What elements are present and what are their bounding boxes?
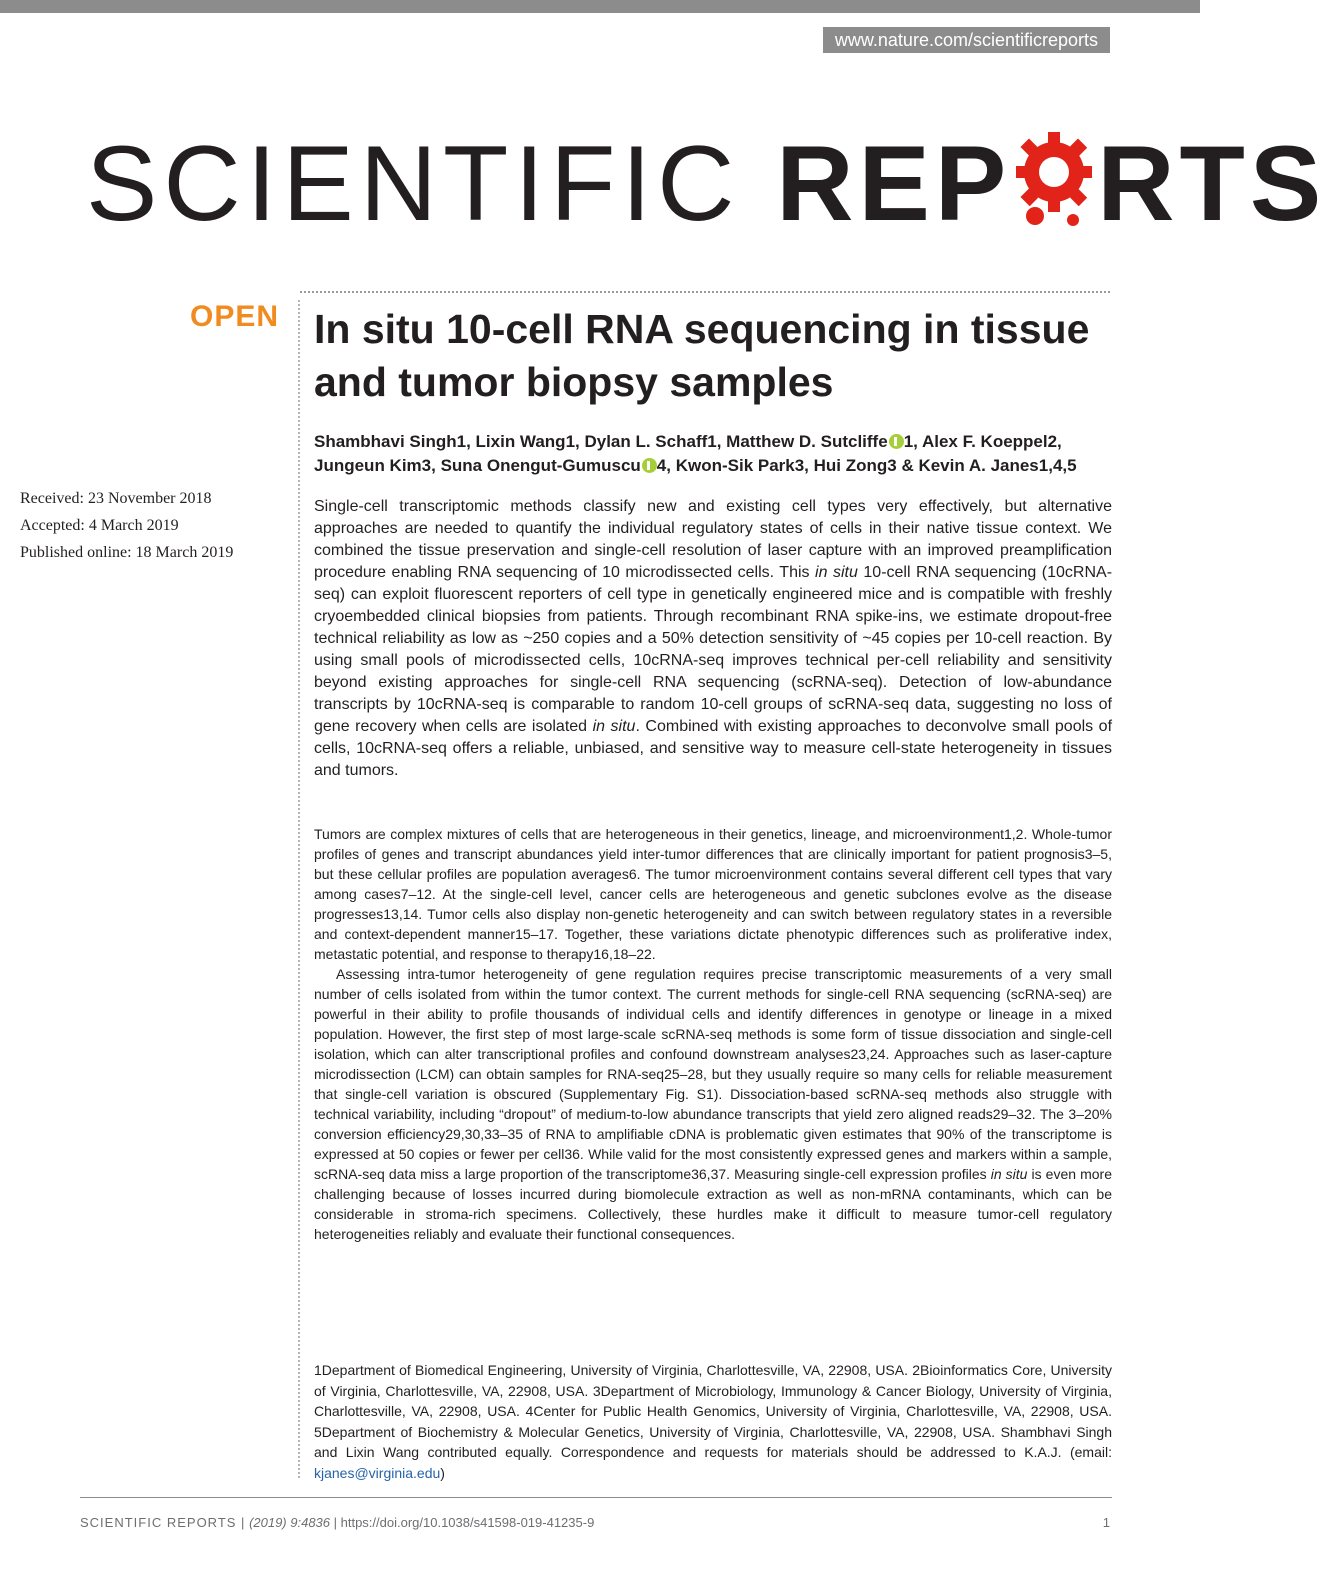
authors-line2b: 4, Kwon-Sik Park3, Hui Zong3 & Kevin A. Janes1,4,5 (656, 456, 1077, 475)
authors-line2: Jungeun Kim3, Suna Onengut-Gumuscu (314, 456, 641, 475)
received-date: Received: 23 November 2018 (20, 490, 212, 507)
body-paragraph (314, 964, 1112, 1244)
authors-line1: Shambhavi Singh1, Lixin Wang1, Dylan L. Schaff1, Matthew D. Sutcliffe (314, 432, 888, 451)
footer-journal: SCIENTIFIC REPORTS | (80, 1515, 246, 1530)
footer-doi[interactable]: | https://doi.org/10.1038/s41598-019-41235-9 (330, 1515, 595, 1530)
abstract-part: . Combined with existing approaches to deconvolve small pools of cells, 10cRNA-seq offers a reliable, unbiased, and sensitive way to measure cell-state heterogeneity in tissues and tumors. (314, 718, 1113, 779)
article-body (314, 824, 1112, 1244)
abstract (314, 496, 1112, 782)
column-rule (298, 300, 300, 1478)
affiliations-text: 1Department of Biomedical Engineering, University of Virginia, Charlottesville, VA, 22908, USA. 2Bioinformatics Core, University of Virginia, Charlottesville, VA, 22908, USA. 3Department of Microbiology, Immunology & Cancer Biology, University of Virginia, Charlottesville, VA, 22908, USA. 4Center for Public Health Genomics, University of Virginia, Charlottesville, VA, 22908, USA. 5Department of Biochemistry & Molecular Genetics, University of Virginia, Charlottesville, VA, 22908, USA. Shambhavi Singh and Lixin Wang contributed equally. Correspondence and requests for materials should be addressed to K.A.J. (email: (314, 1362, 1112, 1460)
orcid-icon[interactable] (889, 434, 904, 449)
body-part: Assessing intra-tumor heterogeneity of gene regulation requires precise transcriptomic measurements of a very small number of cells isolated from within the tumor context. The current methods for single-cell RNA sequencing (scRNA-seq) are powerful in their ability to profile thousands of individual cells and identify differences in genotype or lineage in a mixed population. However, the first step of most large-scale scRNA-seq methods is some form of tissue dissociation and single-cell isolation, which can alter transcriptional profiles and confound downstream analyses23,24. Approaches such as laser-capture microdissection (LCM) can obtain samples for RNA-seq25–28, but they usually require so many cells for reliable measurement that single-cell variation is obscured (Supplementary Fig. S1). Dissociation-based scRNA-seq methods also struggle with technical variability, including “dropout” of medium-to-low abundance transcripts that yield zero aligned reads29–32. The 3–20% conversion efficiency29,30,33–35 of RNA to amplifiable cDNA is problematic given estimates that 90% of the transcriptome is expressed at 50 copies or fewer per cell36. While valid for the most consistently expressed genes and markers within a sample, scRNA-seq data miss a large proportion of the transcriptome36,37. Measuring single-cell expression profiles (314, 966, 1112, 1182)
authors-line1b: 1, Alex F. Koeppel2, (903, 432, 1062, 451)
orcid-icon[interactable] (642, 458, 657, 473)
masthead-bold-b: RTS (1097, 123, 1326, 243)
accepted-date: Accepted: 4 March 2019 (20, 517, 179, 534)
top-bar (0, 0, 1200, 13)
open-access-label: OPEN (190, 300, 280, 333)
published-date: Published online: 18 March 2019 (20, 544, 234, 561)
footer-citation: (2019) 9:4836 (249, 1515, 331, 1530)
article-title: In situ 10-cell RNA sequencing in tissue and tumor biopsy samples (314, 306, 1090, 405)
abstract-part: Single-cell transcriptomic methods classify new and existing cell types very effectively, but alternative approaches are needed to quantify the individual regulatory states of cells in their native tissue context. We combined the tissue preservation and single-cell resolution of laser capture with an improved preamplification procedure enabling RNA sequencing of 10 microdissected cells. This (314, 498, 1112, 581)
affiliations-close: ) (440, 1464, 445, 1481)
body-paragraph: Tumors are complex mixtures of cells that are heterogeneous in their genetics, lineage, and microenvironment1,2. Whole-tumor profiles of genes and transcript abundances yield inter-tumor differences that are clinically important for patient prognosis3–5, but these cellular profiles are population averages6. The tumor microenvironment contains several different cell types that vary among cases7–12. At the single-cell level, cancer cells are heterogeneous and genetic subclones evolve as the disease progresses13,14. Tumor cells also display non-genetic heterogeneity and can switch between regulatory states in a reversible and context-dependent manner15–17. Together, these variations dictate phenotypic differences such as proliferative index, metastatic potential, and response to therapy16,18–22. (314, 826, 1112, 962)
title-rule (300, 291, 1110, 293)
gear-logo-icon (1013, 124, 1095, 228)
body-part: is even more challenging because of losses incurred during biomolecule extraction as well as non-mRNA contaminants, which can be considerable in stroma-rich specimens. Collectively, these hurdles make it difficult to measure tumor-cell regulatory heterogeneities reliably and evaluate their functional consequences. (314, 1166, 1112, 1242)
page-number: 1 (1102, 1515, 1110, 1530)
affiliations (314, 1360, 1112, 1483)
abstract-emphasis: in situ (592, 718, 636, 735)
article-dates (20, 485, 233, 566)
abstract-emphasis: in situ (815, 564, 858, 581)
masthead-bold-a: REP (776, 123, 1012, 243)
footer-rule (80, 1497, 1112, 1498)
abstract-part: 10-cell RNA sequencing (10cRNA-seq) can exploit fluorescent reporters of cell type in genetically engineered mice and is compatible with freshly cryoembedded clinical biopsies from patients. Through recombinant RNA spike-ins, we estimate dropout-free technical reliability as low as ~250 copies and a 50% detection sensitivity of ~45 copies per 10-cell reaction. By using small pools of microdissected cells, 10cRNA-seq improves technical per-cell reliability and sensitivity beyond existing approaches for single-cell RNA sequencing (scRNA-seq). Detection of low-abundance transcripts by 10cRNA-seq is comparable to random 10-cell groups of scRNA-seq data, suggesting no loss of gene recovery when cells are isolated (314, 564, 1113, 735)
email-link[interactable]: kjanes@virginia.edu (314, 1464, 441, 1481)
footer (80, 1515, 594, 1530)
author-list (314, 430, 1114, 478)
body-emphasis: in situ (990, 1166, 1028, 1182)
journal-url[interactable]: www.nature.com/scientificreports (823, 27, 1110, 53)
journal-masthead (86, 118, 1326, 248)
masthead-left: SCIENTIFIC (86, 123, 777, 243)
